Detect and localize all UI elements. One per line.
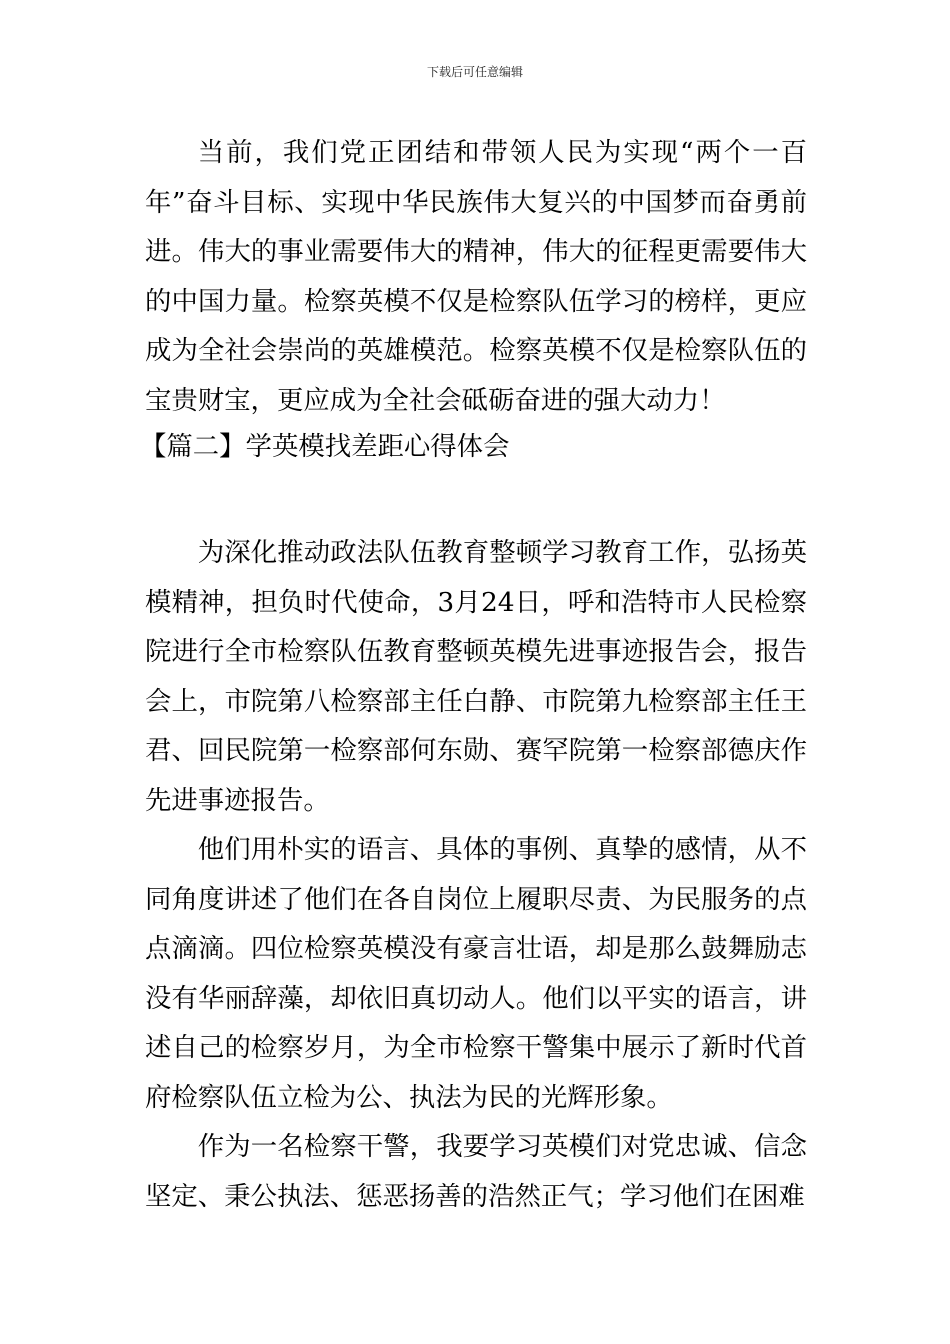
paragraph-4: 作为一名检察干警，我要学习英模们对党忠诚、信念坚定、秉公执法、惩恶扬善的浩然正气；学习他们在困难 [145,1131,807,1212]
paragraph-1: 当前，我们党正团结和带领人民为实现“两个一百年”奋斗目标、实现中华民族伟大复兴的中国梦而奋勇前进。伟大的事业需要伟大的精神，伟大的征程更需要伟大的中国力量。检察英模不仅是检察队伍学习的榜样，更应成为全社会崇尚的英雄模范。检察英模不仅是检察队伍的宝贵财宝，更应成为全社会砥砺奋进的强大动力！ [145,137,807,416]
section-heading: 【篇二】学英模找差距心得体会 [140,431,510,462]
body-block-2 [145,528,807,1221]
paragraph-3: 他们用朴实的语言、具体的事例、真挚的感情，从不同角度讲述了他们在各自岗位上履职尽责、为民服务的点点滴滴。四位检察英模没有豪言壮语，却是那么鼓舞励志没有华丽辞藻，却依旧真切动人。他们以平实的语言，讲述自己的检察岁月，为全市检察干警集中展示了新时代首府检察队伍立检为公、执法为民的光辉形象。 [145,834,807,1113]
body-block-1 [145,128,807,425]
section-heading-block [140,422,807,472]
paragraph-2: 为深化推动政法队伍教育整顿学习教育工作，弘扬英模精神，担负时代使命，3月24日，呼和浩特市人民检察院进行全市检察队伍教育整顿英模先进事迹报告会，报告会上，市院第八检察部主任白静、市院第九检察部主任王君、回民院第一检察部何东勋、赛罕院第一检察部德庆作先进事迹报告。 [145,537,807,816]
header-note: 下载后可任意编辑 [426,65,523,79]
